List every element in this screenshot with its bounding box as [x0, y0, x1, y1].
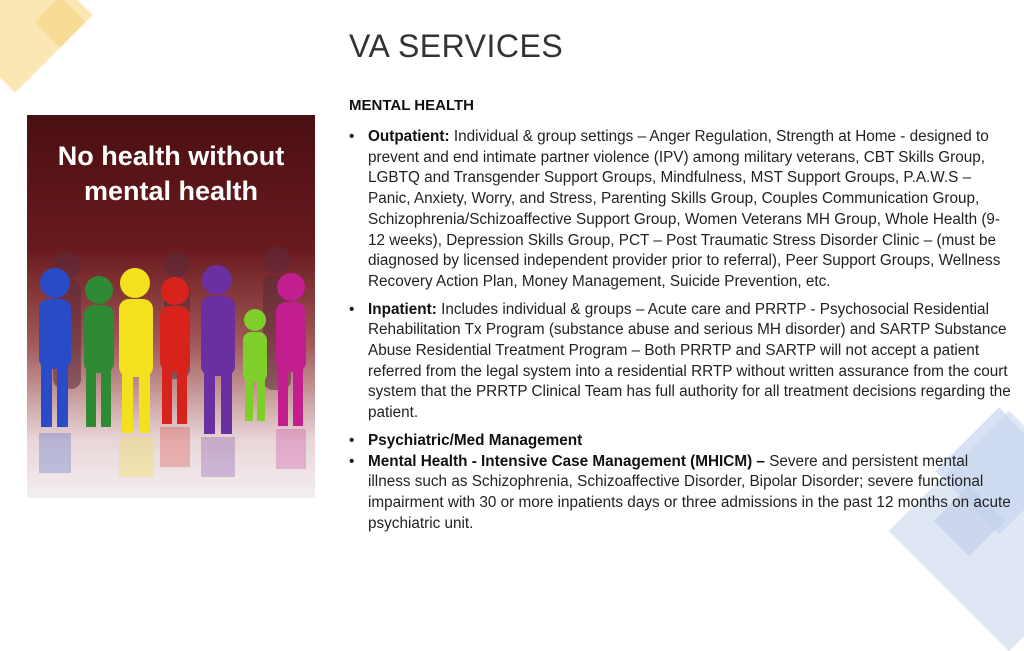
bullet-marker: •: [349, 431, 355, 449]
services-bullet-list: [349, 127, 1014, 534]
bullet-marker: •: [349, 452, 355, 470]
bullet-label-mhicm: Mental Health - Intensive Case Management (MHICM) –: [368, 452, 765, 470]
slide-title: VA SERVICES: [349, 28, 564, 64]
bullet-text-mhicm: Severe and persistent mental illness such as Schizophrenia, Schizoaffective Disorder, Bipolar Disorder; severe functional impairment with 30 or more inpatients days or three admissions in the past 12 months on acute psychiatric unit.: [368, 452, 1011, 532]
bullet-label-outpatient: Outpatient:: [368, 128, 450, 145]
bullet-text-inpatient: Includes individual & groups – Acute care and PRRTP - Psychosocial Residential Rehabilitation Tx Program (substance abuse and serious MH disorder) and SARTP Substance Abuse Residential Treatment Program – Both PRRTP and SARTP will not accept a patient referred from the legal system into a residential RRTP without written assurance from the court system that the PRRTP Clinical Team has full authority for all treatment decisions regarding the patient.: [368, 300, 1011, 422]
mental-health-poster-image: [27, 115, 315, 498]
bullet-marker: •: [349, 128, 355, 145]
poster-line-2: mental health: [83, 176, 259, 206]
bullet-outpatient: [349, 127, 1014, 293]
bullet-psychiatric: [349, 431, 1014, 452]
bullet-mhicm: [349, 452, 1014, 535]
bullet-inpatient: [349, 300, 1014, 424]
bullet-text-outpatient: Individual & group settings – Anger Regulation, Strength at Home - designed to prevent and end intimate partner violence (IPV) among military veterans, CBT Skills Group, LGBTQ and Transgender Support Groups, Mindfulness, MST Support Groups, P.A.W.S – Panic, Anxiety, Worry, and Stress, Parenting Skills Group, Couples Communication Group, Schizophrenia/Schizoaffective Support Group, Women Veterans MH Group, Whole Health (9-12 weeks), Depression Skills Group, PCT – Post Traumatic Stress Disorder Clinic – (must be diagnosed by licensed independent provider prior to referral), Peer Support Groups, Wellness Recovery Action Plan, Money Management, Suicide Prevention, etc.: [368, 128, 1001, 290]
bullet-label-psychiatric: Psychiatric/Med Management: [368, 431, 583, 449]
bullet-label-inpatient: Inpatient:: [368, 300, 437, 318]
poster-line-1: No health without: [57, 141, 285, 171]
bullet-marker: •: [349, 300, 355, 318]
section-heading: MENTAL HEALTH: [349, 97, 474, 114]
